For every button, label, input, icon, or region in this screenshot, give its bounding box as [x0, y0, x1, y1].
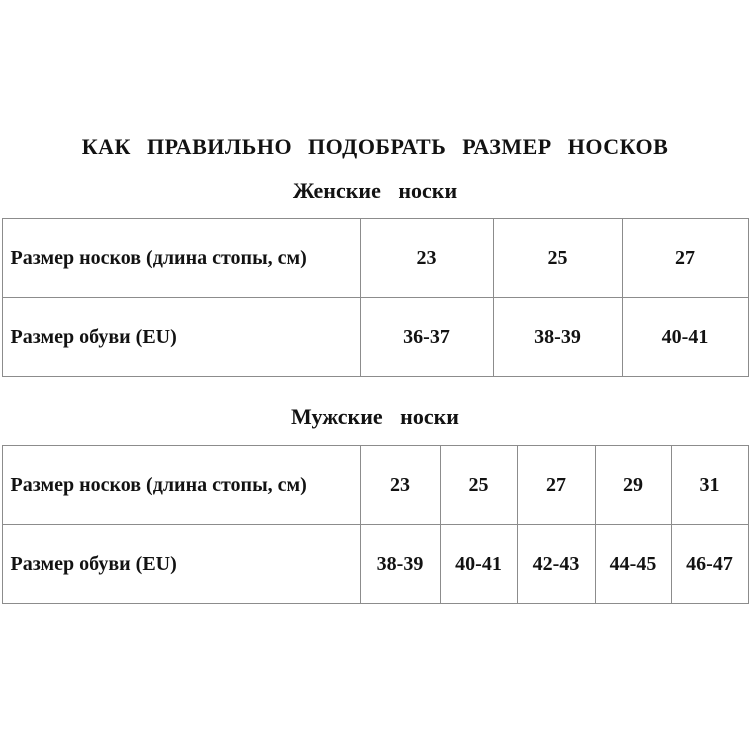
- table-row-sock-sizes: [2, 446, 748, 525]
- men-shoe-size-cell: 38-39: [360, 525, 440, 604]
- men-sock-size-cell: 31: [671, 446, 748, 525]
- men-shoe-size-cell: 40-41: [440, 525, 517, 604]
- page-title: КАК ПРАВИЛЬНО ПОДОБРАТЬ РАЗМЕР НОСКОВ: [81, 134, 669, 159]
- row-label-sock-size: Размер носков (длина стопы, см): [2, 446, 360, 525]
- men-shoe-size-cell: 46-47: [671, 525, 748, 604]
- row-label-shoe-size: Размер обуви (EU): [2, 298, 360, 377]
- women-sock-size-cell: 25: [493, 219, 622, 298]
- men-shoe-size-cell: 44-45: [595, 525, 671, 604]
- table-row-shoe-sizes: [2, 298, 748, 377]
- row-label-sock-size: Размер носков (длина стопы, см): [2, 219, 360, 298]
- men-sock-size-cell: 23: [360, 446, 440, 525]
- men-sock-size-cell: 25: [440, 446, 517, 525]
- table-row-shoe-sizes: [2, 525, 748, 604]
- table-row-sock-sizes: [2, 219, 748, 298]
- women-shoe-size-cell: 36-37: [360, 298, 493, 377]
- section-heading-women: Женские носки: [292, 178, 458, 203]
- section-heading-men: Мужские носки: [291, 404, 459, 429]
- women-sock-size-cell: 23: [360, 219, 493, 298]
- women-size-table: [2, 218, 749, 377]
- women-sock-size-cell: 27: [622, 219, 748, 298]
- men-sock-size-cell: 27: [517, 446, 595, 525]
- men-shoe-size-cell: 42-43: [517, 525, 595, 604]
- women-shoe-size-cell: 40-41: [622, 298, 748, 377]
- row-label-shoe-size: Размер обуви (EU): [2, 525, 360, 604]
- men-sock-size-cell: 29: [595, 446, 671, 525]
- men-size-table: [2, 445, 749, 604]
- women-shoe-size-cell: 38-39: [493, 298, 622, 377]
